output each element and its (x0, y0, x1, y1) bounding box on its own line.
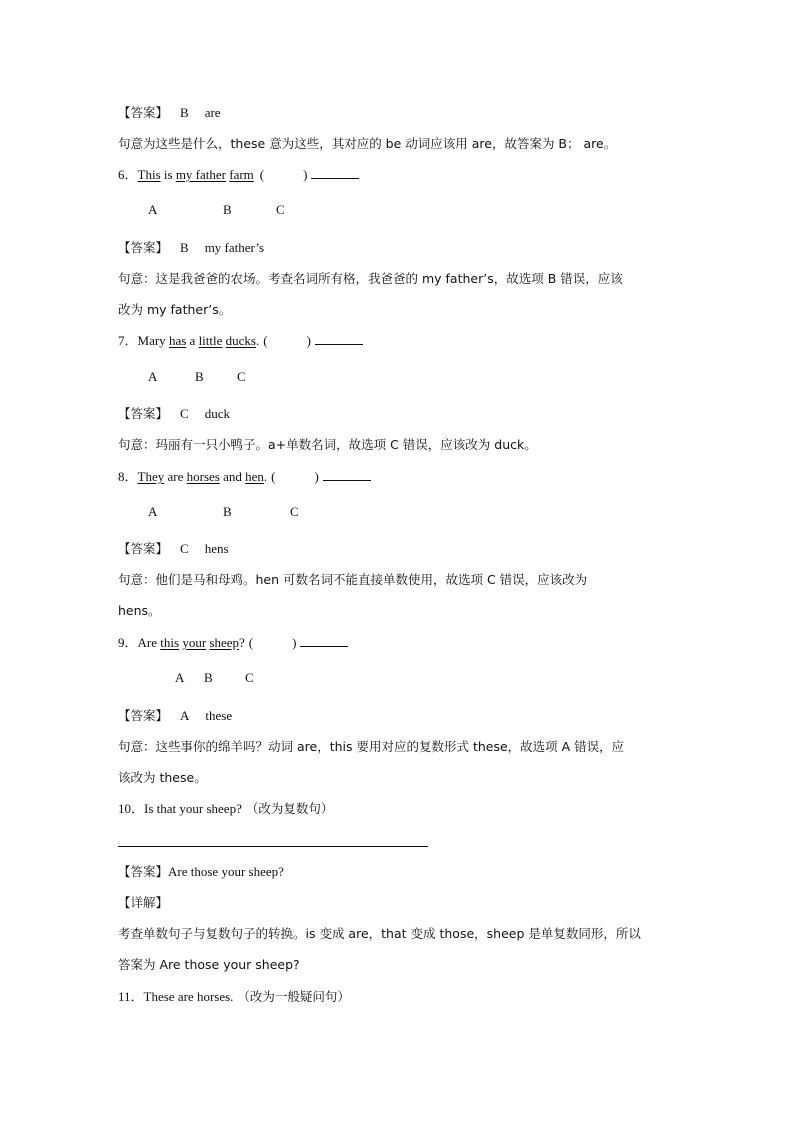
option-b: B (195, 369, 204, 384)
option-c: C (276, 202, 285, 217)
explanation-9a: 句意：这些事你的绵羊吗？动词 are，this 要用对应的复数形式 these，故选项 A 错误，应 (118, 739, 625, 754)
answer-line-9 (118, 707, 232, 725)
underlined-word-b: your (182, 635, 207, 650)
underlined-word-a: They (137, 469, 165, 484)
option-c: C (290, 504, 299, 519)
explanation-10a: 考查单数句子与复数句子的转换。is 变成 are，that 变成 those，sheep 是单复数同形，所以 (118, 926, 641, 941)
explanation-9b: 该改为 these。 (118, 770, 207, 785)
underlined-word-c: farm (229, 167, 254, 182)
answer-tag: 【答案】 (118, 105, 169, 120)
punctuation: . (263, 469, 268, 484)
underlined-word-a: has (168, 333, 187, 348)
answer-tag: 【答案】 (118, 864, 169, 879)
option-a: A (148, 202, 158, 217)
answer-line-8 (118, 540, 229, 558)
answer-paren: ( ) (271, 469, 319, 484)
question-number: 9． (118, 635, 138, 650)
answer-blank (315, 332, 363, 345)
answer-letter: C (180, 541, 189, 556)
explanation-7: 句意：玛丽有一只小鸭子。a+单数名词，故选项 C 错误，应该改为 duck。 (118, 437, 537, 452)
question-instruction: （改为复数句） (245, 801, 334, 816)
underlined-word-a: This (137, 167, 161, 182)
underlined-word-b: horses (186, 469, 220, 484)
answer-line-5 (118, 104, 221, 122)
question-number: 6． (118, 167, 138, 182)
word: a (189, 333, 196, 348)
underlined-word-c: hen (245, 469, 264, 484)
answer-tag: 【答案】 (118, 541, 169, 556)
underlined-word-b: little (198, 333, 223, 348)
answer-word: duck (204, 406, 230, 421)
answer-line-10 (118, 863, 284, 881)
option-a: A (175, 670, 185, 685)
question-number: 11． (118, 989, 144, 1004)
answer-line-6 (118, 239, 264, 257)
question-text: These are horses. (143, 989, 234, 1004)
answer-word: my father’s (204, 240, 265, 255)
answer-sentence: Are those your sheep? (168, 864, 284, 879)
word: Are (137, 635, 158, 650)
option-c: C (237, 369, 246, 384)
answer-blank (323, 468, 371, 481)
answer-word: hens (204, 541, 229, 556)
question-instruction: （改为一般疑问句） (237, 989, 350, 1004)
question-number: 8． (118, 469, 138, 484)
answer-blank (311, 166, 359, 179)
explanation-8a: 句意：他们是马和母鸡。hen 可数名词不能直接单数使用，故选项 C 错误，应该改为 (118, 572, 588, 587)
underlined-word-c: ducks (225, 333, 256, 348)
explanation-8b: hens。 (118, 603, 161, 618)
punctuation: . (256, 333, 260, 348)
answer-rule (118, 846, 428, 847)
answer-line-7 (118, 405, 230, 423)
question-10 (118, 800, 333, 818)
option-b: B (204, 670, 213, 685)
word: and (223, 469, 242, 484)
answer-word: these (205, 708, 233, 723)
answer-word: are (204, 105, 221, 120)
option-c: C (245, 670, 254, 685)
explanation-10b: 答案为 Are those your sheep? (118, 957, 300, 972)
question-7 (118, 332, 363, 350)
answer-letter: C (180, 406, 189, 421)
question-9 (118, 634, 348, 652)
answer-letter: B (180, 240, 189, 255)
option-b: B (223, 202, 232, 217)
word: is (163, 167, 173, 182)
answer-letter: B (180, 105, 189, 120)
underlined-word-b: my father (175, 167, 226, 182)
question-number: 7． (118, 333, 138, 348)
option-b: B (223, 504, 232, 519)
explanation-5: 句意为这些是什么，these 意为这些，其对应的 be 动词应该用 are，故答案为 B； are。 (118, 136, 617, 151)
explanation-6a: 句意：这是我爸爸的农场。考查名词所有格，我爸爸的 my father’s，故选项 B 错误，应该 (118, 271, 623, 286)
answer-tag: 【答案】 (118, 708, 169, 723)
question-number: 10． (118, 801, 145, 816)
option-a: A (148, 504, 158, 519)
question-11 (118, 988, 350, 1006)
question-6 (118, 166, 359, 184)
underlined-word-a: this (160, 635, 180, 650)
answer-paren: ( ) (248, 635, 297, 650)
answer-paren: ( ) (259, 167, 308, 182)
answer-letter: A (180, 708, 190, 723)
answer-paren: ( ) (263, 333, 311, 348)
word: Mary (137, 333, 166, 348)
detail-tag: 【详解】 (118, 895, 169, 910)
answer-blank (300, 634, 348, 647)
word: are (167, 469, 184, 484)
underlined-word-c: sheep (209, 635, 240, 650)
question-text: Is that your sheep? (144, 801, 242, 816)
question-8 (118, 468, 371, 486)
answer-tag: 【答案】 (118, 406, 169, 421)
answer-tag: 【答案】 (118, 240, 169, 255)
option-a: A (148, 369, 158, 384)
explanation-6b: 改为 my father’s。 (118, 302, 232, 317)
punctuation: ? (239, 635, 245, 650)
